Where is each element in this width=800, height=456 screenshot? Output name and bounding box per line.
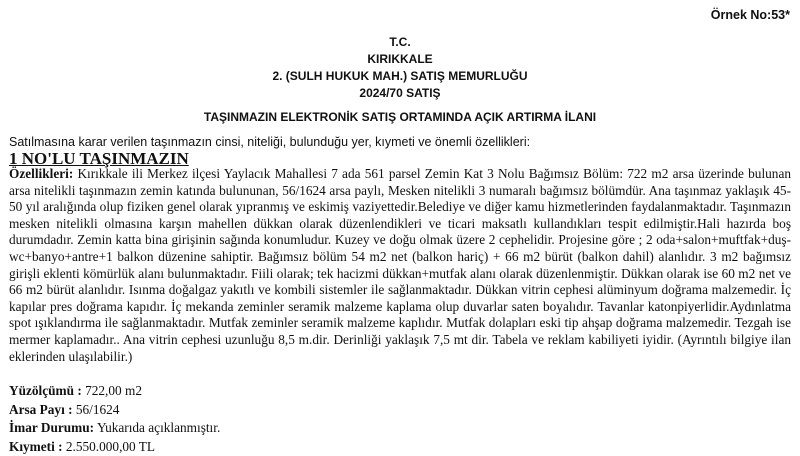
area-label: Yüzölçümü : (9, 383, 82, 398)
features-label: Özellikleri: (9, 166, 73, 181)
zoning-row (9, 419, 791, 438)
notice-title: TAŞINMAZIN ELEKTRONİK SATIŞ ORTAMINDA AÇIK ARTIRMA İLANI (0, 110, 800, 124)
land-share-row (9, 401, 791, 420)
property-features (9, 166, 791, 365)
header-republic: T.C. (0, 34, 800, 51)
features-text: Kırıkkale ili Merkez ilçesi Yaylacık Mahallesi 7 ada 561 parsel Zemin Kat 3 Nolu Bağımsız Bölüm: 722 m2 arsa üzerinde bulunan arsa nitelikli taşınmazın zemin katında bulununan, 56/1624 arsa paylı, Mesken nitelikli 3 numaralı bağımsız bölümdür. Ana taşınmaz yaklaşık 45-50 yıl aralığında olup fiziken genel olarak yıpranmış ve eskimiş vaziyettedir.Belediye ve diğer kamu hizmetlerinden faydalanmaktadır. Taşınmazın mesken nitelikli olmasına karşın mahellen dükkan olarak düzenlendikleri ve ticari maksatlı kullandıkları tespit edilmiştir.Hali hazırda boş durumdadır. Zemin katta bina girişinin sağında konumludur. Kuzey ve doğu olmak üzere 2 cephelidir. Projesine göre ; 2 oda+salon+muftfak+duş-wc+banyo+antre+1 balkon düzenine sahiptir. Bağımsız bölüm 54 m2 net (balkon hariç) + 66 m2 bürüt (balkon dahil) alanlıdır. 3 m2 bağımsız girişli eklenti kömürlük alanı bulunmaktadır. Fiili olarak; tek hacizmi dükkan+mutfak alanı olarak düzenlenmiştir. Dükkan olarak ise 60 m2 net ve 66 m2 bürüt alanlıdır. Isınma doğalgaz yakıtlı ve kombili sistemler ile sağlanmaktadır. Dükkan vitrin cephesi alüminyum doğrama malzemedir. İç kapılar pres doğrama kapıdır. İç mekanda zeminler seramik malzeme kaplama olup duvarlar saten boyalıdır. Tavanlar katonpiyerlidir.Aydınlatma spot ışıklandırma ile sağlanmaktadır. Mutfak zeminler seramik malzeme kaplıdır. Mutfak dolapları eski tip ahşap doğrama malzemedir. Tezgah ise mermer kaplamadır.. Ana vitrin cephesi uzunluğu 8,5 m.dir. Derinliği yaklaşık 7,5 mt dir. Tabela ve reklam kabiliyeti iyidir. (Ayrıntılı bilgiye ilan eklerinden ulaşılabilir.) (9, 166, 791, 364)
header-file-number: 2024/70 SATIŞ (0, 85, 800, 102)
document-header (0, 34, 800, 102)
area-value: 722,00 m2 (85, 383, 142, 398)
property-heading: 1 NO'LU TAŞINMAZIN (9, 149, 189, 169)
value-row (9, 438, 791, 456)
value-label: Kıymeti : (9, 439, 63, 454)
value-value: 2.550.000,00 TL (66, 439, 155, 454)
land-share-value: 56/1624 (76, 402, 120, 417)
zoning-label: İmar Durumu: (9, 420, 94, 435)
land-share-label: Arsa Payı : (9, 402, 73, 417)
zoning-value: Yukarıda açıklanmıştır. (97, 420, 220, 435)
area-row (9, 382, 791, 401)
property-fields (9, 382, 791, 456)
example-number: Örnek No:53* (711, 8, 790, 22)
intro-text: Satılmasına karar verilen taşınmazın cinsi, niteliği, bulunduğu yer, kıymeti ve önemli özellikleri: (9, 135, 530, 149)
header-city: KIRIKKALE (0, 51, 800, 68)
header-office: 2. (SULH HUKUK MAH.) SATIŞ MEMURLUĞU (0, 68, 800, 85)
